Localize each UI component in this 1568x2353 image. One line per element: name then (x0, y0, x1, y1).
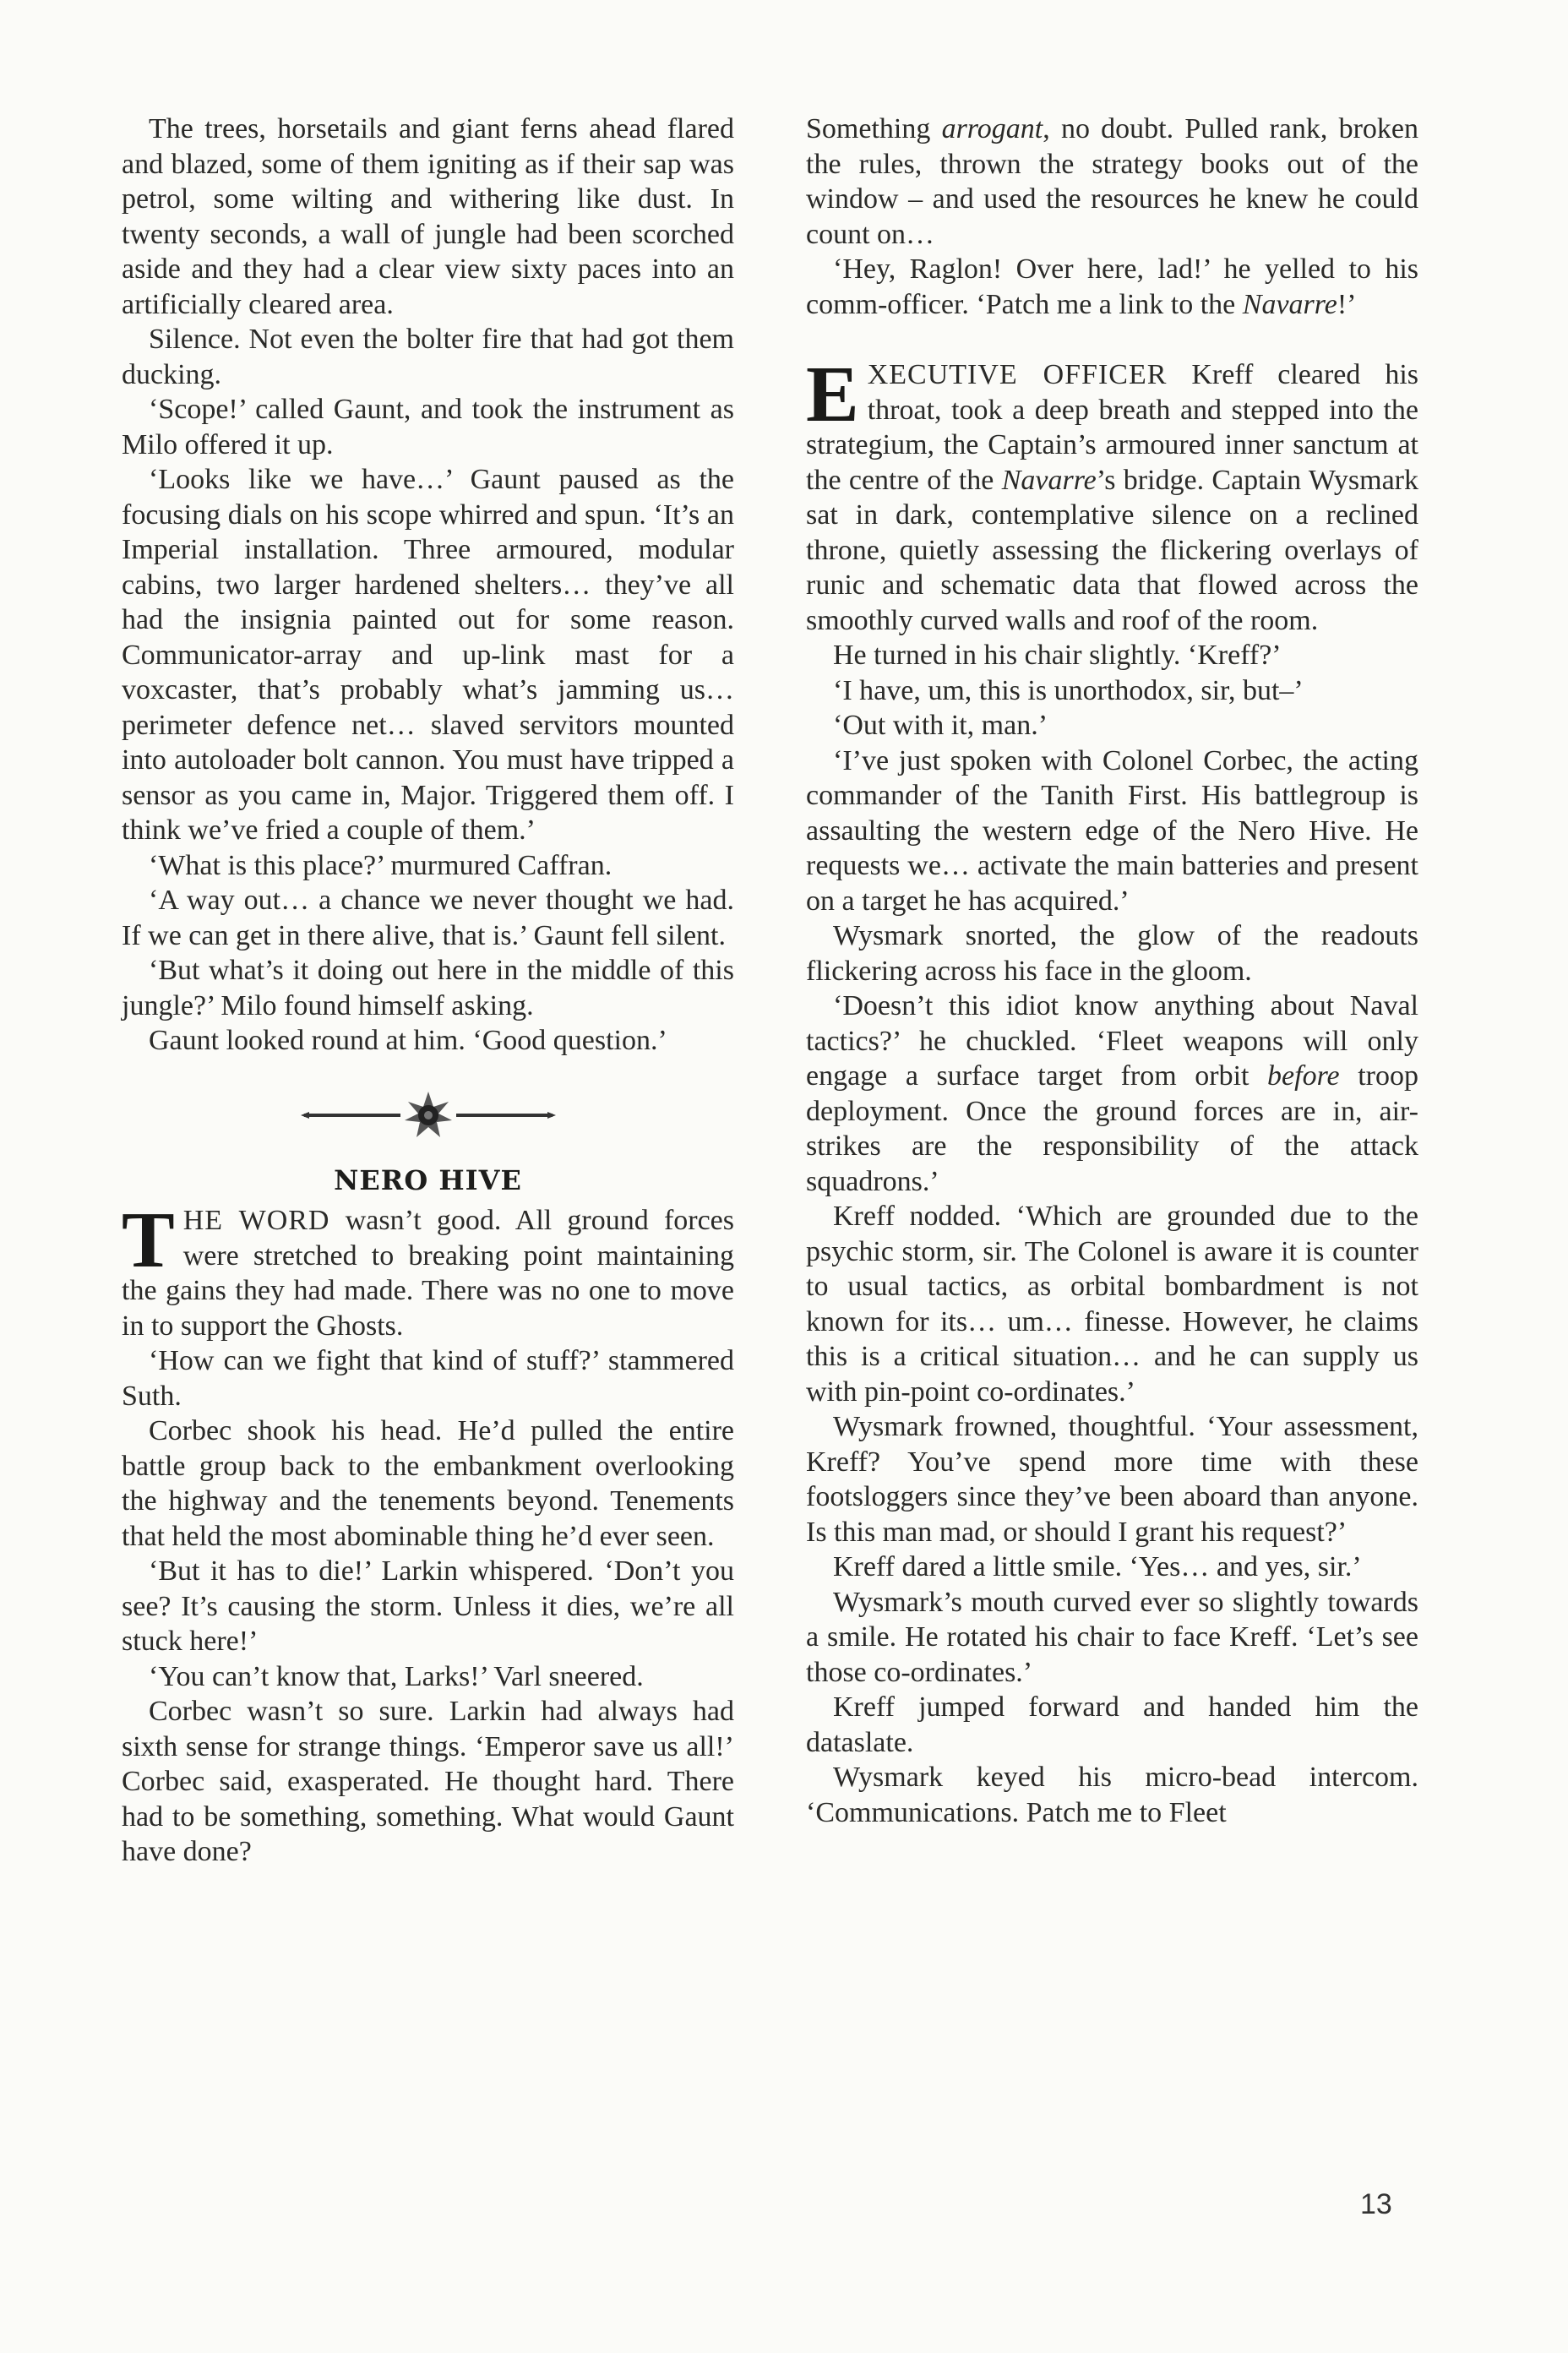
right-column (806, 112, 1418, 1830)
paragraph: Silence. Not even the bolter fire that had got them ducking. (122, 324, 734, 390)
paragraph: ‘But what’s it doing out here in the middle of this jungle?’ Milo found himself asking. (122, 955, 734, 1021)
paragraph: ‘Out with it, man.’ (833, 710, 1048, 741)
paragraph: Corbec shook his head. He’d pulled the entire battle group back to the embankment overlooking the highway and the tenements beyond. Tenements that held the most abominable thing he’d ever seen. (122, 1415, 734, 1552)
paragraph: Wysmark snorted, the glow of the readouts flickering across his face in the gloom. (806, 920, 1418, 987)
paragraph-dropcap: EXECUTIVE OFFICER Kreff cleared his throat, took a deep breath and stepped into the strategium, the Captain’s armoured inner sanctum at the centre of the Navarre’s bridge. Captain Wysmark sat in dark, contemplative silence on a reclined throne, quietly assessing the flickering overlays of runic and schematic data that flowed across the smoothly curved walls and roof of the room. (806, 351, 1418, 636)
page-number: 13 (1360, 2188, 1392, 2220)
paragraph: Kreff nodded. ‘Which are grounded due to the psychic storm, sir. The Colonel is aware it is counter to usual tactics, as orbital bombardment is not known for its… um… finesse. However, he claims this is a critical situation… and he can supply us with pin-point co-ordinates.’ (806, 1201, 1418, 1408)
section-heading: NERO HIVE (334, 1163, 522, 1196)
paragraph: Kreff jumped forward and handed him the dataslate. (806, 1691, 1418, 1758)
paragraph: Wysmark’s mouth curved ever so slightly towards a smile. He rotated his chair to face Kreff. ‘Let’s see those co-ordinates.’ (806, 1586, 1418, 1688)
paragraph: ‘A way out… a chance we never thought we had. If we can get in there alive, that is.’ Gaunt fell silent. (122, 885, 734, 951)
paragraph: He turned in his chair slightly. ‘Kreff?’ (833, 640, 1282, 671)
paragraph: Wysmark keyed his micro-bead intercom. ‘Communications. Patch me to Fleet (806, 1762, 1418, 1828)
paragraph: ‘Looks like we have…’ Gaunt paused as the focusing dials on his scope whirred and spun. ‘It’s an Imperial installation. Three armoured, modular cabins, two larger hardened shelters… they’ve all had the insignia painted out for some reason. Communicator-array and up-link mast for a voxcaster, that’s probably what’s jamming us… perimeter defence net… slaved servitors mounted into autoloader bolt cannon. You must have tripped a sensor as you came in, Major. Triggered them off. I think we’ve fried a couple of them.’ (122, 464, 734, 846)
paragraph: Corbec wasn’t so sure. Larkin had always had sixth sense for strange things. ‘Emperor save us all!’ Corbec said, exasperated. He thought hard. There had to be something, something. What would Gaunt have done? (122, 1696, 734, 1867)
paragraph: Kreff dared a little smile. ‘Yes… and yes, sir.’ (833, 1551, 1362, 1582)
paragraph: ‘Hey, Raglon! Over here, lad!’ he yelled to his comm-officer. ‘Patch me a link to the Navarre!’ (806, 253, 1418, 320)
paragraph: ‘Scope!’ called Gaunt, and took the instrument as Milo offered it up. (122, 394, 734, 460)
paragraph: Wysmark frowned, thoughtful. ‘Your assessment, Kreff? You’ve spend more time with these footsloggers since they’ve been aboard than anyone. Is this man mad, or should I grant his request?’ (806, 1411, 1418, 1548)
paragraph: ‘You can’t know that, Larks!’ Varl sneered. (149, 1660, 644, 1692)
paragraph: ‘I’ve just spoken with Colonel Corbec, the acting commander of the Tanith First. His battlegroup is assaulting the western edge of the Nero Hive. He requests we… activate the main batteries and present on a target he has acquired.’ (806, 744, 1418, 917)
drop-cap: E (806, 351, 859, 438)
paragraph: ‘But it has to die!’ Larkin whispered. ‘Don’t you see? It’s causing the storm. Unless it dies, we’re all stuck here!’ (122, 1555, 734, 1657)
left-column (122, 112, 734, 1870)
paragraph: ‘I have, um, this is unorthodox, sir, but–’ (833, 674, 1304, 706)
paragraph: Gaunt looked round at him. ‘Good question.’ (149, 1025, 667, 1056)
section-divider-ornament (122, 1089, 734, 1141)
aquila-divider-icon (297, 1089, 559, 1141)
drop-cap: T (122, 1196, 175, 1284)
paragraph: ‘Doesn’t this idiot know anything about Naval tactics?’ he chuckled. ‘Fleet weapons will only engage a surface target from orbit before troop deployment. Once the ground forces are in, air-strikes are the responsibility of the attack squadrons.’ (806, 990, 1418, 1197)
paragraph-dropcap: THE WORD wasn’t good. All ground forces were stretched to breaking point maintaining the gains they had made. There was no one to move in to support the Ghosts. (122, 1196, 734, 1342)
paragraph: The trees, horsetails and giant ferns ahead flared and blazed, some of them igniting as if their sap was petrol, some wilting and withering like dust. In twenty seconds, a wall of jungle had been scorched aside and they had a clear view sixty paces into an artificially cleared area. (122, 113, 734, 320)
paragraph: Something arrogant, no doubt. Pulled rank, broken the rules, thrown the strategy books out of the window – and used the resources he knew he could count on… (806, 113, 1418, 250)
paragraph: ‘How can we fight that kind of stuff?’ stammered Suth. (122, 1345, 734, 1412)
paragraph: ‘What is this place?’ murmured Caffran. (149, 849, 612, 881)
